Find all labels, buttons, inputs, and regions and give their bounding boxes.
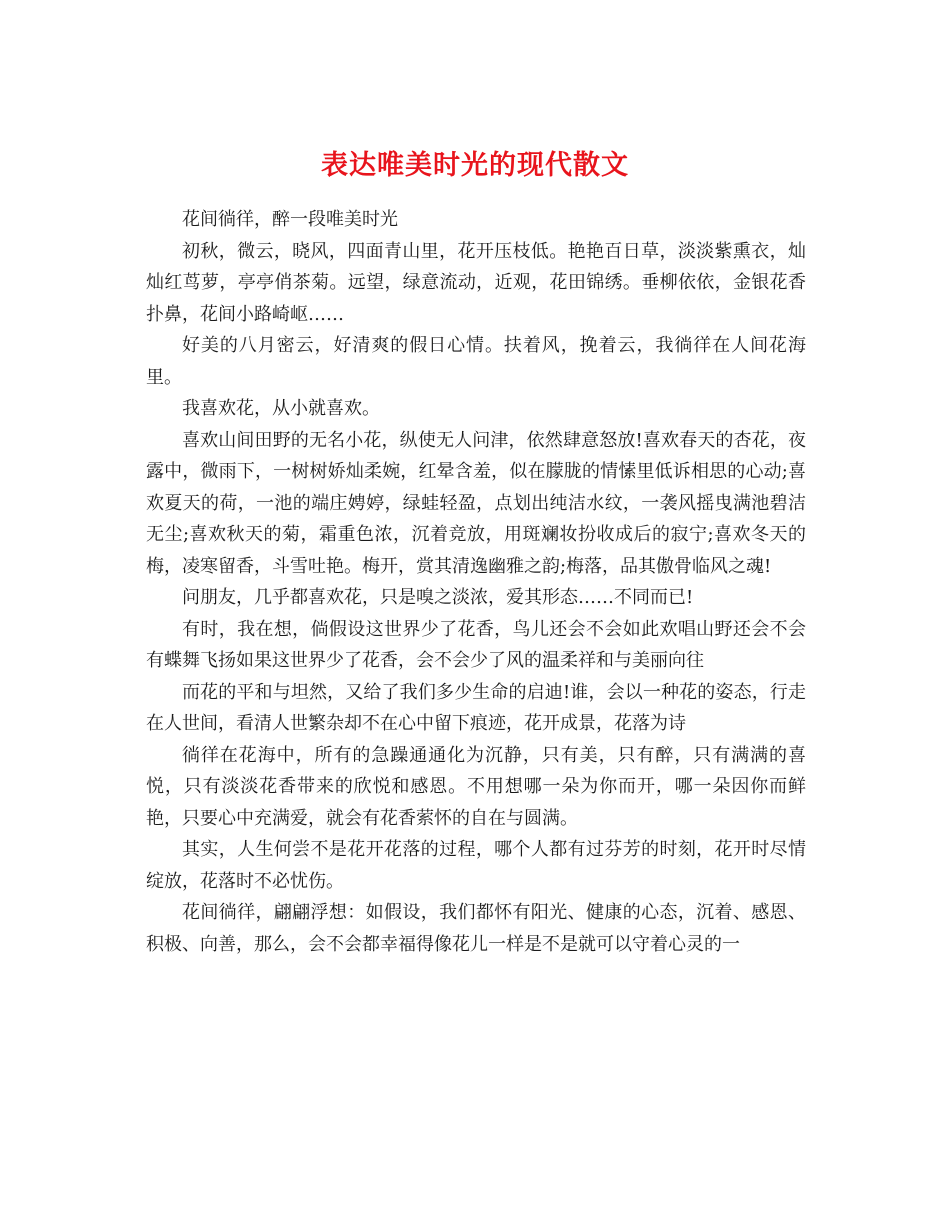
paragraph: 问朋友，几乎都喜欢花，只是嗅之淡浓，爱其形态……不同而已! <box>182 587 694 608</box>
paragraph: 徜徉在花海中，所有的急躁通通化为沉静，只有美，只有醉，只有满满的喜悦，只有淡淡花香带来的欣悦和感恩。不用想哪一朵为你而开，哪一朵因你而鲜艳，只要心中充满爱，就会有花香萦怀的自在与圆满。 <box>146 744 806 829</box>
paragraph-subtitle: 花间徜徉，醉一段唯美时光 <box>182 209 398 230</box>
paragraph: 初秋，微云，晓风，四面青山里，花开压枝低。艳艳百日草，淡淡紫熏衣，灿灿红茑萝，亭亭俏茶菊。远望，绿意流动，近观，花田锦绣。垂柳依依，金银花香扑鼻，花间小路崎岖…… <box>146 240 806 325</box>
paragraph: 而花的平和与坦然，又给了我们多少生命的启迪!谁，会以一种花的姿态，行走在人世间，看清人世繁杂却不在心中留下痕迹，花开成景，花落为诗 <box>146 681 806 734</box>
paragraph: 有时，我在想，倘假设这世界少了花香，鸟儿还会不会如此欢唱山野还会不会有蝶舞飞扬如果这世界少了花香，会不会少了风的温柔祥和与美丽向往 <box>146 618 806 671</box>
document-body <box>146 204 806 960</box>
paragraph: 好美的八月密云，好清爽的假日心情。扶着风，挽着云，我徜徉在人间花海里。 <box>146 335 806 388</box>
paragraph: 喜欢山间田野的无名小花，纵使无人问津，依然肆意怒放!喜欢春天的杏花，夜露中，微雨下，一树树娇灿柔婉，红晕含羞，似在朦胧的情愫里低诉相思的心动;喜欢夏天的荷，一池的端庄娉婷，绿蛙轻盈，点划出纯洁水纹，一袭风摇曳满池碧洁无尘;喜欢秋天的菊，霜重色浓，沉着竞放，用斑斓妆扮收成后的寂宁;喜欢冬天的梅，凌寒留香，斗雪吐艳。梅开，赏其清逸幽雅之韵;梅落，品其傲骨临风之魂! <box>146 429 806 577</box>
paragraph: 我喜欢花，从小就喜欢。 <box>182 398 380 419</box>
paragraph: 花间徜徉，翩翩浮想：如假设，我们都怀有阳光、健康的心态，沉着、感恩、积极、向善，那么，会不会都幸福得像花儿一样是不是就可以守着心灵的一 <box>146 902 806 955</box>
document-title: 表达唯美时光的现代散文 <box>321 150 629 182</box>
paragraph: 其实，人生何尝不是花开花落的过程，哪个人都有过芬芳的时刻，花开时尽情绽放，花落时不必忧伤。 <box>146 839 806 892</box>
